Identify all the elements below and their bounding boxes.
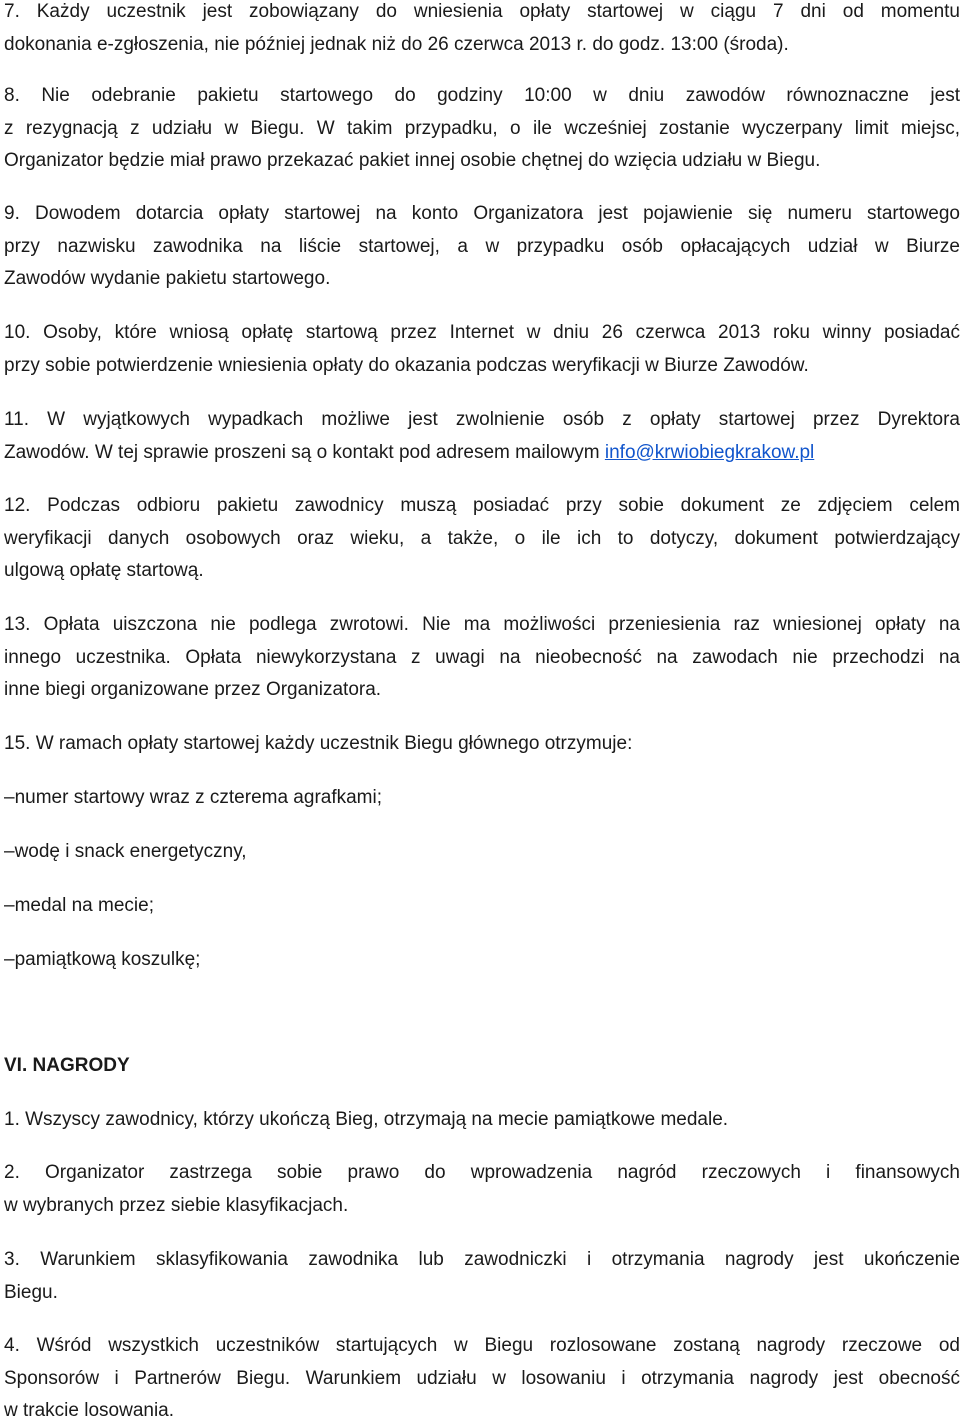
- paragraph-line: 7. Każdy uczestnik jest zobowiązany do wniesienia opłaty startowej w ciągu 7 dni od momentu: [4, 1, 960, 22]
- paragraph-line: 10. Osoby, które wniosą opłatę startową przez Internet w dniu 26 czerwca 2013 roku winny posiadać: [4, 322, 960, 343]
- paragraph-line: 1. Wszyscy zawodnicy, którzy ukończą Bieg, otrzymają na mecie pamiątkowe medale.: [4, 1109, 729, 1130]
- paragraph-line: 8. Nie odebranie pakietu startowego do godziny 10:00 w dniu zawodów równoznaczne jest: [4, 85, 960, 106]
- paragraph-line: weryfikacji danych osobowych oraz wieku, a także, o ile ich to dotyczy, dokument potwierdzający: [4, 527, 960, 549]
- paragraph-8: [4, 80, 960, 178]
- list-item: [4, 782, 960, 815]
- paragraph-line: 2. Organizator zastrzega sobie prawo do wprowadzenia nagród rzeczowych i finansowych: [4, 1162, 960, 1183]
- paragraph-line: 15. W ramach opłaty startowej każdy uczestnik Biegu głównego otrzymuje:: [4, 733, 633, 754]
- list-item: [4, 890, 960, 923]
- paragraph-line: w trakcie losowania.: [4, 1400, 175, 1421]
- paragraph-line: 11. W wyjątkowych wypadkach możliwe jest zwolnienie osób z opłaty startowej przez Dyrektora: [4, 409, 960, 430]
- paragraph-10: [4, 317, 960, 382]
- paragraph-line: Biegu.: [4, 1281, 58, 1303]
- paragraph-11: [4, 404, 960, 469]
- paragraph-line: Organizator będzie miał prawo przekazać pakiet innej osobie chętnej do wzięcia udziału w Biegu.: [4, 150, 821, 171]
- list-item: [4, 836, 960, 869]
- paragraph-9: [4, 198, 960, 296]
- award-item-4: [4, 1330, 960, 1428]
- paragraph-line: 12. Podczas odbioru pakietu zawodnicy muszą posiadać przy sobie dokument ze zdjęciem celem: [4, 495, 960, 516]
- paragraph-line: 9. Dowodem dotarcia opłaty startowej na konto Organizatora jest pojawienie się numeru startowego: [4, 203, 960, 224]
- paragraph-15: [4, 728, 960, 761]
- section-heading: VI. NAGRODY: [4, 1055, 130, 1076]
- list-item-text: –wodę i snack energetyczny,: [4, 841, 247, 862]
- paragraph-line: 3. Warunkiem sklasyfikowania zawodnika lub zawodniczki i otrzymania nagrody jest ukończenie: [4, 1249, 960, 1270]
- list-item-text: –medal na mecie;: [4, 895, 154, 916]
- award-item-1: [4, 1104, 960, 1137]
- paragraph-7: [4, 0, 960, 61]
- paragraph-line: inne biegi organizowane przez Organizatora.: [4, 679, 382, 700]
- award-item-3: [4, 1244, 960, 1309]
- paragraph-13: [4, 609, 960, 707]
- paragraph-line: dokonania e-zgłoszenia, nie później jednak niż do 26 czerwca 2013 r. do godz. 13:00 (środa).: [4, 33, 789, 55]
- paragraph-line-text: Zawodów. W tej sprawie proszeni są o kontakt pod adresem mailowym: [4, 441, 605, 463]
- paragraph-12: [4, 490, 960, 588]
- paragraph-line: przy nazwisku zawodnika na liście startowej, a w przypadku osób opłacających udział w Biurze: [4, 235, 960, 257]
- email-link[interactable]: info@krwiobiegkrakow.pl: [604, 441, 815, 463]
- list-item-text: –numer startowy wraz z czterema agrafkami;: [4, 787, 383, 808]
- paragraph-line: 4. Wśród wszystkich uczestników startujących w Biegu rozlosowane zostaną nagrody rzeczowe od: [4, 1335, 960, 1356]
- paragraph-line: Zawodów wydanie pakietu startowego.: [4, 268, 331, 289]
- paragraph-line: w wybranych przez siebie klasyfikacjach.: [4, 1194, 349, 1216]
- paragraph-line: przy sobie potwierdzenie wniesienia opłaty do okazania podczas weryfikacji w Biurze Zawodów.: [4, 354, 809, 376]
- list-item-text: –pamiątkową koszulkę;: [4, 949, 201, 970]
- paragraph-line: [4, 437, 960, 470]
- paragraph-line: ulgową opłatę startową.: [4, 560, 204, 581]
- paragraph-line: innego uczestnika. Opłata niewykorzystana z uwagi na nieobecność na zawodach nie przechodzi na: [4, 646, 960, 668]
- paragraph-line: 13. Opłata uiszczona nie podlega zwrotowi. Nie ma możliwości przeniesienia raz wniesionej opłaty na: [4, 614, 960, 635]
- paragraph-line: z rezygnacją z udziału w Biegu. W takim przypadku, o ile wcześniej zostanie wyczerpany limit miejsc,: [4, 117, 960, 139]
- paragraph-line: Sponsorów i Partnerów Biegu. Warunkiem udziału w losowaniu i otrzymania nagrody jest obecność: [4, 1367, 960, 1389]
- list-item: [4, 944, 960, 977]
- award-item-2: [4, 1157, 960, 1222]
